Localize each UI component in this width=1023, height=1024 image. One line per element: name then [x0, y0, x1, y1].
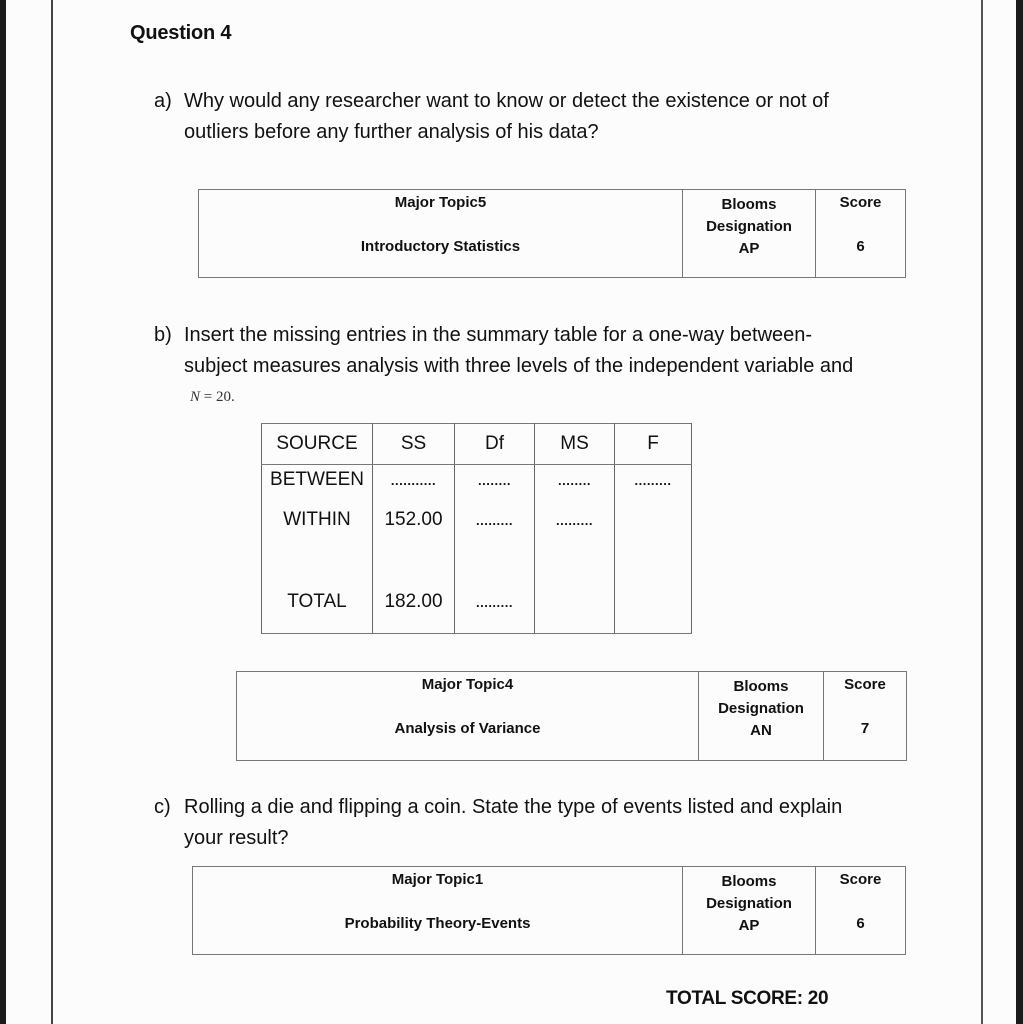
anova-row-total — [262, 591, 692, 634]
question-part-a — [154, 86, 954, 150]
topic-name: Analysis of Variance — [394, 720, 541, 737]
part-c-text-line1: Rolling a die and flipping a coin. State the type of events listed and explain — [184, 796, 843, 818]
blooms-label-line1: Blooms — [721, 873, 777, 890]
anova-df-blank[interactable]: ......... — [455, 591, 535, 634]
major-topic-label: Major Topic1 — [391, 871, 484, 888]
topic-table-b — [236, 671, 907, 761]
blooms-value: AP — [738, 917, 760, 934]
score-cell — [816, 190, 906, 278]
anova-source: BETWEEN — [262, 465, 373, 510]
page-margin-line-right — [981, 0, 983, 1024]
anova-ss-blank[interactable]: ........... — [373, 465, 455, 510]
anova-df-blank[interactable]: ......... — [455, 509, 535, 591]
anova-f-empty — [615, 591, 692, 634]
anova-header-source: SOURCE — [262, 424, 373, 465]
part-a-label: a) — [154, 90, 172, 112]
part-c-label: c) — [154, 796, 171, 818]
anova-row-within — [262, 509, 692, 591]
score-value: 6 — [856, 238, 865, 255]
part-b-label: b) — [154, 324, 172, 346]
anova-ms-empty — [535, 591, 615, 634]
score-cell — [824, 672, 907, 761]
topic-name: Probability Theory-Events — [344, 915, 531, 932]
anova-source: TOTAL — [262, 591, 373, 634]
anova-row-between — [262, 465, 692, 510]
score-label: Score — [844, 676, 886, 693]
anova-f-empty — [615, 509, 692, 591]
blooms-value: AP — [738, 240, 760, 257]
sample-size-label — [190, 389, 235, 406]
major-topic-cell — [237, 672, 699, 761]
blooms-label-line1: Blooms — [721, 196, 777, 213]
page-margin-line-left — [51, 0, 53, 1024]
major-topic-cell — [193, 867, 683, 955]
anova-ss-value: 152.00 — [373, 509, 455, 591]
blooms-label-line2: Designation — [706, 895, 792, 912]
topic-table-a — [198, 189, 906, 278]
blooms-cell — [683, 867, 816, 955]
blooms-value: AN — [750, 722, 772, 739]
n-value: = 20. — [200, 389, 235, 405]
n-variable: N — [190, 389, 201, 405]
blooms-label-line1: Blooms — [733, 678, 789, 695]
blooms-label-line2: Designation — [718, 700, 804, 717]
blooms-cell — [699, 672, 824, 761]
part-c-text-line2: your result? — [184, 827, 289, 849]
anova-df-blank[interactable]: ........ — [455, 465, 535, 510]
anova-summary-table — [261, 423, 692, 634]
major-topic-cell — [199, 190, 683, 278]
anova-ms-blank[interactable]: ......... — [535, 509, 615, 591]
anova-header-ms: MS — [535, 424, 615, 465]
part-b-text-line1: Insert the missing entries in the summary table for a one-way between- — [184, 324, 813, 346]
document-page — [6, 0, 1016, 1024]
anova-header-df: Df — [455, 424, 535, 465]
anova-header-row — [262, 424, 692, 465]
anova-ms-blank[interactable]: ........ — [535, 465, 615, 510]
question-part-c — [154, 792, 954, 856]
blooms-cell — [683, 190, 816, 278]
score-label: Score — [839, 871, 882, 888]
score-value: 7 — [860, 720, 870, 737]
anova-ss-value: 182.00 — [373, 591, 455, 634]
anova-header-f: F — [615, 424, 692, 465]
anova-header-ss: SS — [373, 424, 455, 465]
part-a-text-line2: outliers before any further analysis of his data? — [184, 121, 599, 143]
part-b-text-line2: subject measures analysis with three levels of the independent variable and — [184, 355, 854, 377]
major-topic-label: Major Topic4 — [421, 676, 514, 693]
topic-table-c — [192, 866, 906, 955]
score-label: Score — [839, 194, 882, 211]
score-value: 6 — [856, 915, 865, 932]
anova-source: WITHIN — [262, 509, 373, 591]
question-part-b — [154, 320, 974, 384]
anova-f-blank[interactable]: ......... — [615, 465, 692, 510]
score-cell — [816, 867, 906, 955]
part-a-text-line1: Why would any researcher want to know or detect the existence or not of — [184, 90, 829, 112]
topic-name: Introductory Statistics — [360, 238, 521, 255]
blooms-label-line2: Designation — [706, 218, 792, 235]
total-score: TOTAL SCORE: 20 — [666, 988, 829, 1009]
question-title: Question 4 — [130, 22, 232, 44]
major-topic-label: Major Topic5 — [394, 194, 487, 211]
